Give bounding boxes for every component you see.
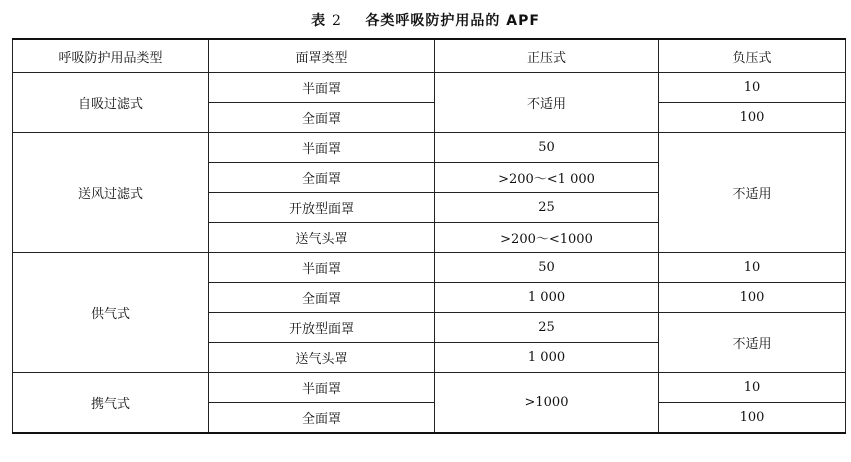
negative-cell: 10 <box>659 73 846 103</box>
negative-cell: 不适用 <box>659 133 846 253</box>
group-label: 携气式 <box>13 373 209 434</box>
positive-cell: 25 <box>435 193 659 223</box>
caption-title: 各类呼吸防护用品的 APF <box>365 13 540 29</box>
negative-cell: 10 <box>659 373 846 403</box>
positive-cell: >200～<1 000 <box>435 163 659 193</box>
header-negative: 负压式 <box>659 39 846 73</box>
apf-table <box>12 38 846 434</box>
group-label: 自吸过滤式 <box>13 73 209 133</box>
positive-cell: 不适用 <box>435 73 659 133</box>
negative-cell: 100 <box>659 283 846 313</box>
positive-cell: 50 <box>435 253 659 283</box>
mask-cell: 送气头罩 <box>209 223 435 253</box>
caption-prefix: 表 <box>311 13 327 29</box>
header-mask: 面罩类型 <box>209 39 435 73</box>
negative-cell: 100 <box>659 103 846 133</box>
negative-cell: 不适用 <box>659 313 846 373</box>
positive-cell: 1 000 <box>435 283 659 313</box>
header-positive: 正压式 <box>435 39 659 73</box>
mask-cell: 开放型面罩 <box>209 193 435 223</box>
positive-cell: 50 <box>435 133 659 163</box>
caption-number: 2 <box>331 13 342 29</box>
mask-cell: 开放型面罩 <box>209 313 435 343</box>
negative-cell: 10 <box>659 253 846 283</box>
mask-cell: 半面罩 <box>209 73 435 103</box>
mask-cell: 半面罩 <box>209 373 435 403</box>
negative-cell: 100 <box>659 403 846 434</box>
table-row <box>13 133 846 163</box>
group-label: 送风过滤式 <box>13 133 209 253</box>
positive-cell: >200～<1000 <box>435 223 659 253</box>
mask-cell: 半面罩 <box>209 253 435 283</box>
mask-cell: 全面罩 <box>209 283 435 313</box>
table-row <box>13 253 846 283</box>
mask-cell: 送气头罩 <box>209 343 435 373</box>
header-row <box>13 39 846 73</box>
header-type: 呼吸防护用品类型 <box>13 39 209 73</box>
positive-cell: 1 000 <box>435 343 659 373</box>
table-row <box>13 373 846 403</box>
positive-cell: >1000 <box>435 373 659 434</box>
mask-cell: 半面罩 <box>209 133 435 163</box>
group-label: 供气式 <box>13 253 209 373</box>
table-row <box>13 73 846 103</box>
mask-cell: 全面罩 <box>209 163 435 193</box>
mask-cell: 全面罩 <box>209 403 435 434</box>
table-caption <box>0 10 851 30</box>
positive-cell: 25 <box>435 313 659 343</box>
mask-cell: 全面罩 <box>209 103 435 133</box>
